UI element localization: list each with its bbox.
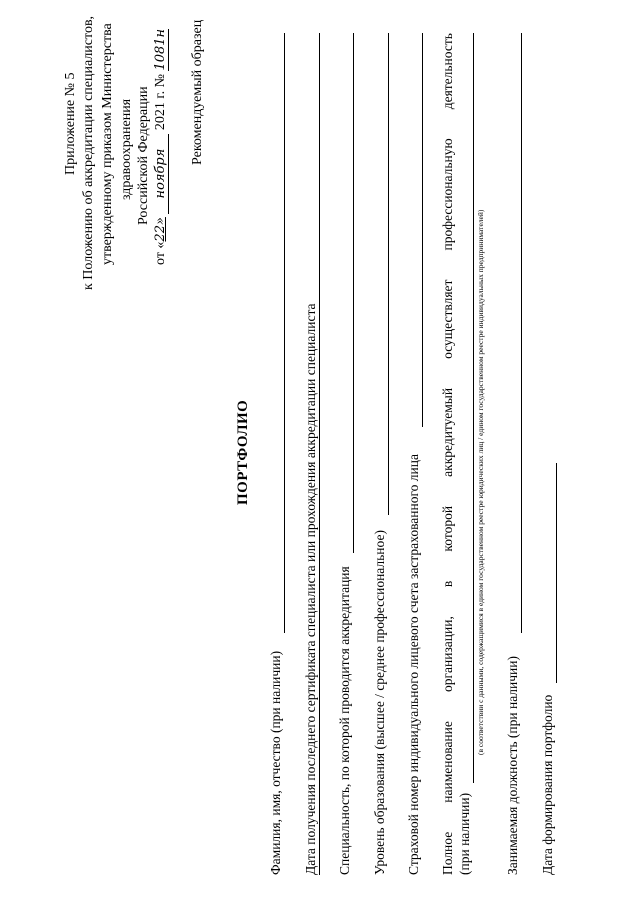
order-prefix: от «: [153, 241, 168, 265]
organization-label: Полное наименование организации, в которой аккредитуемый осуществляет профессиональную деятельность: [440, 33, 455, 875]
snils-label: Страховой номер индивидуального лицевого счета застрахованного лица: [406, 454, 421, 875]
specialty-line: [353, 33, 354, 553]
appendix-line-4: здравоохранения: [119, 98, 134, 200]
education-line: [388, 33, 389, 515]
cert-date-label: Дата получения последнего сертификата специалиста или прохождения аккредитации специалиста: [303, 303, 318, 875]
appendix-number: Приложение № 5: [63, 72, 78, 175]
organization-line: [473, 33, 474, 783]
order-number: 1081н: [153, 28, 168, 71]
order-month: ноября: [153, 134, 169, 214]
organization-label-line2: (при наличии): [457, 792, 472, 875]
order-day: 22»: [153, 217, 168, 242]
recommended-sample-label: Рекомендуемый образец: [190, 19, 205, 165]
portfolio-date-label: Дата формирования портфолио: [540, 694, 555, 875]
order-reference: [153, 29, 169, 265]
education-label: Уровень образования (высшее / среднее профессиональное): [372, 530, 387, 875]
organization-note: (в соответствии с данными, содержащимися в едином государственном реестре юридических лиц / едином государственном реестре индивидуальных предпринимателей): [476, 209, 485, 755]
appendix-line-3: утвержденному приказом Министерства: [100, 23, 115, 265]
full-name-label: Фамилия, имя, отчество (при наличии): [268, 650, 283, 875]
cert-date-line: [319, 33, 320, 875]
position-label: Занимаемая должность (при наличии): [505, 655, 520, 875]
order-year: 2021 г. №: [153, 74, 168, 131]
specialty-label: Специальность, по которой проводится аккредитация: [337, 566, 352, 875]
page-title: ПОРТФОЛИО: [235, 399, 251, 505]
appendix-line-5: Российской Федерации: [136, 86, 151, 225]
position-line: [521, 33, 522, 633]
appendix-line-2: к Положению об аккредитации специалистов,: [81, 15, 96, 290]
snils-line: [422, 33, 423, 427]
portfolio-date-line: [556, 463, 557, 683]
full-name-line: [284, 33, 285, 633]
